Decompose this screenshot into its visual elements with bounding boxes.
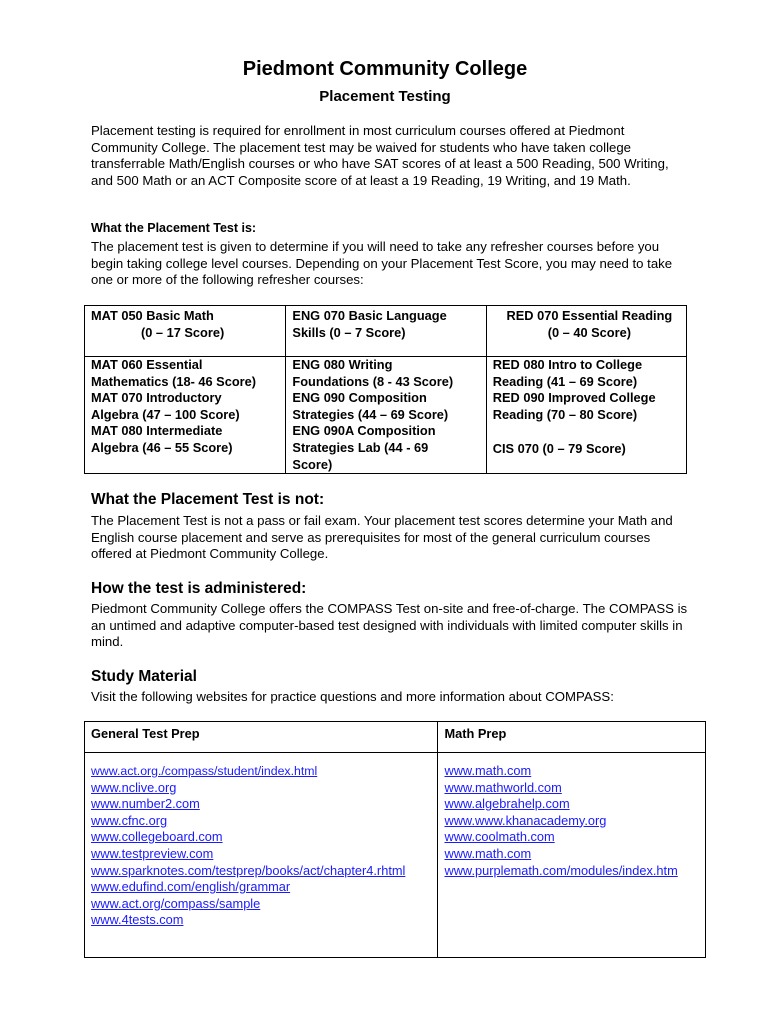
math-link[interactable]: www.algebrahelp.com [444,796,570,812]
math-links-cell [438,753,706,958]
study-material-table [84,721,706,958]
course-line: Score) [292,456,333,472]
general-link[interactable]: www.number2.com [91,796,200,812]
administered-paragraph: Piedmont Community College offers the COMPASS Test on-site and free-of-charge. The COMPASS is an untimed and adaptive computer-based test designed with individuals with limited computer skills in mind. [91,601,688,650]
math-prep-header: Math Prep [438,722,706,753]
course-line: Reading (41 – 69 Score) [492,373,638,389]
general-link[interactable]: www.testpreview.com [91,845,214,861]
course-line: CIS 070 (0 – 79 Score) [492,441,626,457]
course-line: ENG 090 Composition [292,390,427,406]
intro-paragraph: Placement testing is required for enrollment in most curriculum courses offered at Piedmont Community College. The placement test may be waived for students who have taken college transferrable Math/English courses or who have SAT scores of at least a 500 Reading, 500 Writing, and 500 Math or an ACT Composite score of at least a 19 Reading, 19 Writing, and 19 Math. [91,123,669,188]
course-score: (0 – 40 Score) [547,324,631,340]
what-not-heading: What the Placement Test is not: [91,491,325,508]
administered-heading: How the test is administered: [91,580,307,597]
course-line: Algebra (46 – 55 Score) [91,439,233,455]
course-line: Mathematics (18- 46 Score) [91,373,257,389]
course-line: MAT 060 Essential [91,357,203,372]
math-link[interactable]: www.math.com [444,845,532,861]
study-heading: Study Material [91,668,197,685]
course-line: Strategies (44 – 69 Score) [292,406,449,422]
table-row [85,306,687,357]
math-link[interactable]: www.coolmath.com [444,829,555,845]
table-cell [85,306,286,357]
general-link[interactable]: www.nclive.org [91,779,177,795]
general-link[interactable]: www.sparknotes.com/testprep/books/act/chapter4.rhtml [91,862,406,878]
course-line: MAT 080 Intermediate [91,423,223,439]
general-prep-header: General Test Prep [85,722,438,753]
table-row [85,753,706,958]
course-line: Algebra (47 – 100 Score) [91,406,240,422]
table-cell [486,357,686,474]
math-link[interactable]: www.www.khanacademy.org [444,812,607,828]
table-cell [286,357,486,474]
course-line: Reading (70 – 80 Score) [492,406,638,422]
table-row [85,357,687,474]
what-is-paragraph: The placement test is given to determine if you will need to take any refresher courses before you begin taking college level courses. Depending on your Placement Test Score, you may need to take one or more of the following refresher courses: [91,239,673,288]
course-line: MAT 070 Introductory [91,390,222,406]
table-cell [286,306,486,357]
table-cell [486,306,686,357]
course-name: RED 070 Essential Reading [506,308,673,323]
course-line: RED 080 Intro to College [492,357,643,372]
general-link[interactable]: www.act.org/compass/sample [91,895,261,911]
course-name: ENG 070 Basic Language [292,308,447,323]
math-link[interactable]: www.math.com [444,763,532,778]
page-subtitle: Placement Testing [319,88,451,105]
refresher-courses-table [84,305,687,474]
course-name: MAT 050 Basic Math [91,308,214,323]
course-score: Skills (0 – 7 Score) [292,324,406,340]
course-line: Strategies Lab (44 - 69 [292,439,429,455]
general-link[interactable]: www.edufind.com/english/grammar [91,879,291,895]
what-is-heading: What the Placement Test is: [91,221,257,235]
course-line: ENG 080 Writing [292,357,393,372]
general-link[interactable]: www.cfnc.org [91,812,168,828]
page-title: Piedmont Community College [242,58,528,80]
course-line: Foundations (8 - 43 Score) [292,373,454,389]
math-link[interactable]: www.mathworld.com [444,779,562,795]
course-line: RED 090 Improved College [492,390,656,406]
general-link[interactable]: www.act.org./compass/student/index.html [91,764,318,778]
table-row [85,722,706,753]
general-link[interactable]: www.4tests.com [91,912,184,928]
course-score: (0 – 17 Score) [141,324,225,340]
study-paragraph: Visit the following websites for practice questions and more information about COMPASS: [91,689,614,704]
math-link[interactable]: www.purplemath.com/modules/index.htm [444,862,678,878]
course-line: ENG 090A Composition [292,423,436,439]
general-links-cell [85,753,438,958]
general-link[interactable]: www.collegeboard.com [91,829,223,845]
table-cell [85,357,286,474]
what-not-paragraph: The Placement Test is not a pass or fail exam. Your placement test scores determine your Math and English course placement and serve as prerequisites for most of the general curriculum courses offered at Piedmont Community College. [91,513,673,562]
